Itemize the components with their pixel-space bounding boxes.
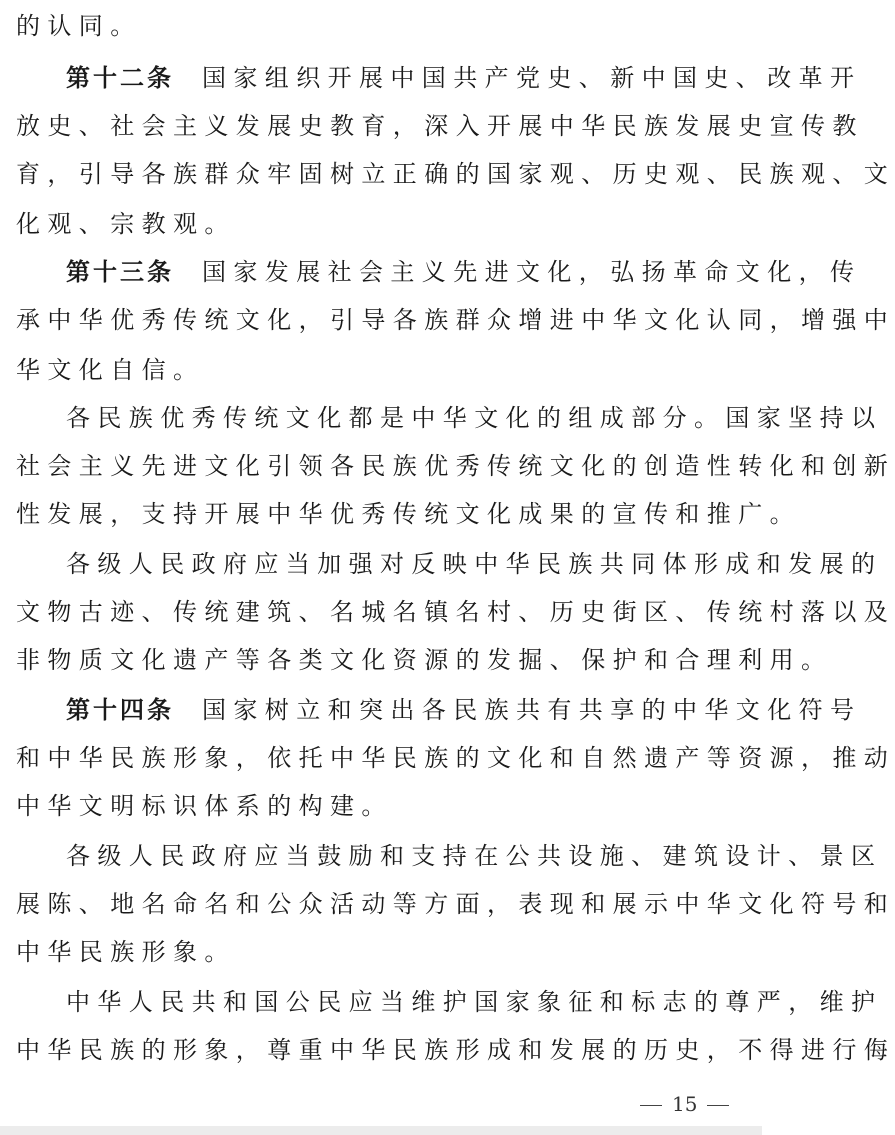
text-line: 和中华民族形象，依托中华民族的文化和自然遗产等资源，推动	[16, 744, 895, 772]
text-line: 中华民族形象。	[16, 938, 236, 966]
text-line: 中华文明标识体系的构建。	[16, 792, 393, 820]
page-number: 15	[630, 1088, 739, 1120]
page-number-dash-right	[707, 1105, 729, 1106]
article-line: 第十四条 国家树立和突出各民族共有共享的中华文化符号	[66, 696, 862, 724]
text-line: 承中华优秀传统文化，引导各族群众增进中华文化认同，增强中	[16, 306, 895, 334]
article-title: 第十三条	[66, 258, 174, 286]
text-line: 化观、宗教观。	[16, 210, 236, 238]
text-line: 的认同。	[16, 12, 142, 40]
text-line: 非物质文化遗产等各类文化资源的发掘、保护和合理利用。	[16, 646, 833, 674]
text-line: 中华人民共和国公民应当维护国家象征和标志的尊严，维护	[66, 988, 883, 1016]
text-line: 文物古迹、传统建筑、名城名镇名村、历史街区、传统村落以及	[16, 598, 895, 626]
text-line: 性发展，支持开展中华优秀传统文化成果的宣传和推广。	[16, 500, 801, 528]
article-line: 第十三条 国家发展社会主义先进文化，弘扬革命文化，传	[66, 258, 862, 286]
article-title: 第十四条	[66, 696, 174, 724]
text-line: 中华民族的形象，尊重中华民族形成和发展的历史，不得进行侮	[16, 1036, 895, 1064]
text-line: 展陈、地名命名和公众活动等方面，表现和展示中华文化符号和	[16, 890, 895, 918]
text-line: 放史、社会主义发展史教育，深入开展中华民族发展史宣传教	[16, 112, 864, 140]
text-line: 华文化自信。	[16, 356, 205, 384]
page-number-dash-left	[640, 1105, 662, 1106]
article-line: 第十二条 国家组织开展中国共产党史、新中国史、改革开	[66, 64, 862, 92]
text-line: 各级人民政府应当加强对反映中华民族共同体形成和发展的	[66, 550, 883, 578]
text-line: 各级人民政府应当鼓励和支持在公共设施、建筑设计、景区	[66, 842, 883, 870]
text-line: 育，引导各族群众牢固树立正确的国家观、历史观、民族观、文	[16, 160, 895, 188]
text-line: 各民族优秀传统文化都是中华文化的组成部分。国家坚持以	[66, 404, 883, 432]
text-line: 社会主义先进文化引领各民族优秀传统文化的创造性转化和创新	[16, 452, 895, 480]
page-bottom-edge	[0, 1126, 762, 1135]
article-title: 第十二条	[66, 64, 174, 92]
